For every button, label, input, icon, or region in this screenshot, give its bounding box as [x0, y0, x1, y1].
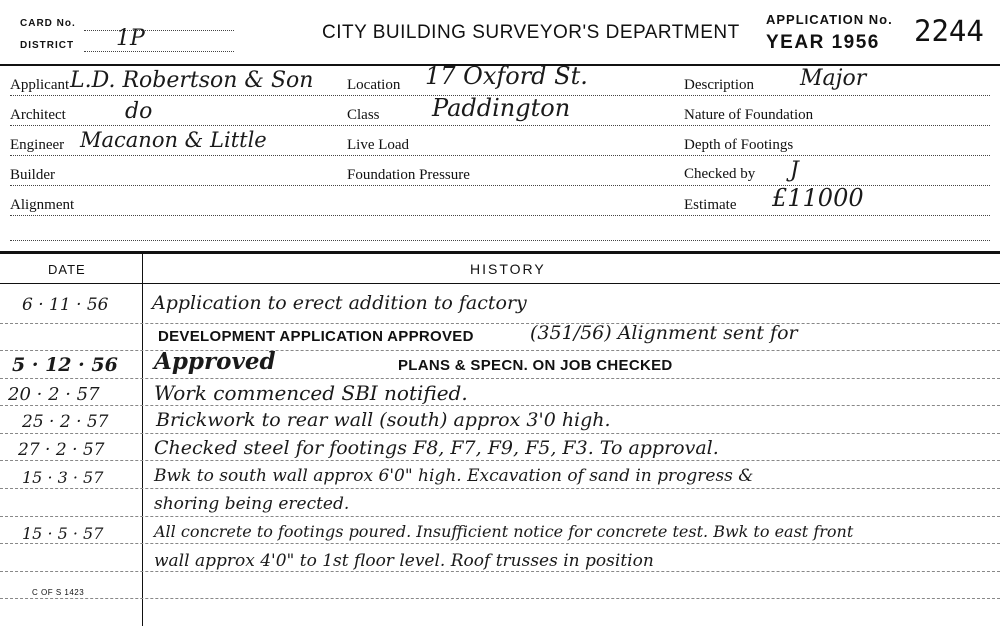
engineer-value: Macanon & Little: [80, 128, 267, 152]
applicant-value: L.D. Robertson & Son: [70, 68, 314, 93]
history-text: (351/56) Alignment sent for: [530, 322, 798, 344]
architect-value: do: [125, 99, 153, 124]
date-column-header: DATE: [48, 262, 86, 277]
detail-line-4: [10, 185, 990, 186]
history-row-line: [0, 350, 1000, 351]
card-no-label: CARD No.: [20, 18, 76, 29]
detail-line-6: [10, 240, 990, 241]
location-label: Location: [347, 77, 401, 93]
history-text: Application to erect addition to factory: [152, 292, 527, 314]
history-text: wall approx 4'0" to 1st floor level. Roof trusses in position: [154, 551, 654, 571]
checked-by-label: Checked by: [684, 166, 756, 182]
estimate-label: Estimate: [684, 197, 737, 213]
history-date: 20 · 2 · 57: [8, 384, 100, 405]
description-label: Description: [684, 77, 754, 93]
card-no-line: [84, 30, 234, 31]
alignment-label: Alignment: [10, 197, 75, 213]
department-title: CITY BUILDING SURVEYOR'S DEPARTMENT: [322, 22, 740, 43]
section-rule: [0, 251, 1000, 254]
history-row-line: [0, 598, 1000, 599]
history-row-line: [0, 488, 1000, 489]
live-load-label: Live Load: [347, 137, 410, 153]
nature-of-foundation-label: Nature of Foundation: [684, 107, 814, 123]
history-row-line: [0, 516, 1000, 517]
detail-line-1: [10, 95, 990, 96]
history-row-line: [0, 433, 1000, 434]
history-text: All concrete to footings poured. Insufficient notice for concrete test. Bwk to east front: [154, 522, 854, 541]
approved-handwriting: Approved: [154, 348, 276, 375]
checked-by-value: J: [790, 158, 799, 183]
detail-line-3: [10, 155, 990, 156]
history-date: 27 · 2 · 57: [18, 440, 105, 460]
location-value: 17 Oxford St.: [425, 62, 588, 90]
application-no-label: APPLICATION No.: [766, 12, 893, 27]
architect-label: Architect: [10, 107, 66, 123]
history-text: shoring being erected.: [154, 494, 350, 514]
engineer-label: Engineer: [10, 137, 65, 153]
form-code: C OF S 1423: [32, 588, 85, 597]
history-date: 5 · 12 · 56: [12, 354, 118, 376]
history-row-line: [0, 571, 1000, 572]
history-row-line: [0, 323, 1000, 324]
approval-stamp: DEVELOPMENT APPLICATION APPROVED: [158, 328, 474, 345]
district-label: DISTRICT: [20, 40, 75, 51]
detail-line-2: [10, 125, 990, 126]
history-row-line: [0, 378, 1000, 379]
district-line: [84, 51, 234, 52]
class-label: Class: [347, 107, 380, 123]
history-header-rule: [0, 283, 1000, 284]
history-date: 25 · 2 · 57: [22, 412, 109, 432]
history-date: 6 · 11 · 56: [22, 295, 109, 315]
foundation-pressure-label: Foundation Pressure: [347, 167, 470, 183]
history-row-line: [0, 405, 1000, 406]
history-text: Work commenced SBI notified.: [154, 381, 468, 405]
history-row-line: [0, 543, 1000, 544]
history-text: Brickwork to rear wall (south) approx 3'0 high.: [156, 409, 611, 431]
description-value: Major: [800, 66, 867, 91]
plans-checked-stamp: PLANS & SPECN. ON JOB CHECKED: [398, 357, 673, 374]
history-text: Bwk to south wall approx 6'0" high. Excavation of sand in progress &: [154, 466, 754, 486]
year-label: YEAR 1956: [766, 32, 880, 53]
history-column-header: HISTORY: [470, 261, 546, 277]
builder-label: Builder: [10, 167, 55, 183]
detail-line-5: [10, 215, 990, 216]
applicant-label: Applicant: [10, 77, 70, 93]
application-number: 2244: [914, 14, 984, 48]
history-row-line: [0, 460, 1000, 461]
estimate-value: £11000: [772, 184, 864, 212]
history-date: 15 · 3 · 57: [22, 468, 104, 487]
district-value: 1P: [116, 26, 145, 51]
history-text: Checked steel for footings F8, F7, F9, F5, F3. To approval.: [154, 437, 719, 459]
class-value: Paddington: [432, 94, 571, 122]
history-date: 15 · 5 · 57: [22, 524, 104, 543]
depth-of-footings-label: Depth of Footings: [684, 137, 794, 153]
